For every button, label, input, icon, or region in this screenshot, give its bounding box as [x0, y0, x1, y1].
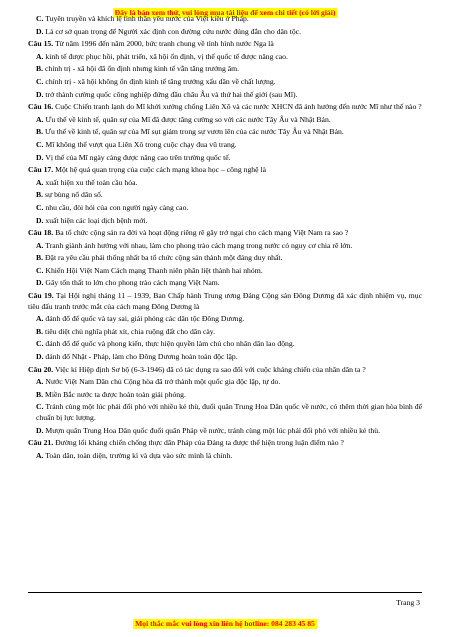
footer-banner-wrap — [0, 613, 450, 631]
question-stem — [28, 365, 422, 376]
footer-divider — [28, 592, 422, 593]
document-body — [28, 14, 422, 463]
option-text: Tránh cùng một lúc phải đối phó với nhiều kẻ thù, đuổi quân Trung Hoa Dân quốc về nước, có thêm thời gian hòa bình để chuẩn bị lực lượng. — [36, 402, 422, 422]
option-label: D. — [36, 278, 44, 288]
option-label: A. — [36, 114, 44, 124]
option-label: D. — [36, 89, 44, 99]
question-number: Câu 16. — [28, 102, 54, 112]
answer-option — [28, 14, 422, 25]
answer-option — [28, 241, 422, 252]
option-text: Tuyên truyền và khích lệ tinh thần yêu nước của Việt kiều ở Pháp. — [43, 14, 249, 23]
answer-option — [28, 140, 422, 151]
option-text: xuất hiện các loại dịch bệnh mới. — [43, 215, 148, 225]
header-banner: Đây là bản xem thử, vui lòng mua tài liệu để xem chi tiết (có lời giải) — [114, 8, 336, 17]
question-stem — [28, 438, 422, 449]
option-text: đánh đổ đế quốc và tay sai, giải phóng các dân tộc Đông Dương. — [43, 314, 245, 324]
answer-option — [28, 266, 422, 277]
option-text: Mĩ không thể vượt qua Liên Xô trong cuộc chạy đua vũ trang. — [43, 139, 237, 149]
question-text: Ba tổ chức cộng sản ra đời và hoạt động riêng rẽ gây trở ngại cho cách mạng Việt Nam ra sao ? — [53, 228, 349, 238]
option-label: C. — [36, 139, 44, 149]
question-number: Câu 21. — [28, 438, 54, 448]
question-text: Một hệ quả quan trọng của cuộc cách mạng khoa học – công nghệ là — [53, 165, 267, 175]
option-label: C. — [36, 265, 44, 275]
page-number: Trang 3 — [396, 598, 420, 607]
answer-option — [28, 203, 422, 214]
option-text: tiêu diệt chủ nghĩa phát xít, chia ruộng đất cho dân cày. — [43, 326, 216, 336]
option-text: Gây tổn thất to lớn cho phong trào cách mạng Việt Nam. — [43, 278, 220, 288]
option-label: D. — [36, 26, 44, 36]
option-label: C. — [36, 402, 44, 412]
answer-option — [28, 339, 422, 350]
answer-option — [28, 90, 422, 101]
answer-option — [28, 390, 422, 401]
answer-option — [28, 352, 422, 363]
option-text: Tranh giành ảnh hưởng với nhau, làm cho phong trào cách mạng trong nước có nguy cơ chia rẽ lớn. — [43, 240, 353, 250]
answer-option — [28, 377, 422, 388]
option-label: A. — [36, 377, 44, 387]
option-label: A. — [36, 51, 44, 61]
option-label: D. — [36, 152, 44, 162]
answer-option — [28, 402, 422, 423]
answer-option — [28, 314, 422, 325]
answer-option — [28, 52, 422, 63]
option-label: C. — [36, 14, 44, 23]
answer-option — [28, 190, 422, 201]
answer-option — [28, 253, 422, 264]
option-label: D. — [36, 352, 44, 362]
question-number: Câu 20. — [28, 364, 54, 374]
question-stem — [28, 228, 422, 239]
option-text: Ưu thế về kinh tế, quân sự của Mĩ sụt giảm trong sự vươn lên của các nước Tây Âu và Nhật Bản. — [43, 127, 344, 137]
question-stem — [28, 102, 422, 113]
option-text: Là cơ sở quan trọng để Người xác định con đường cứu nước đúng đắn cho dân tộc. — [43, 26, 302, 36]
option-label: A. — [36, 240, 44, 250]
option-text: Khiến Hội Việt Nam Cách mạng Thanh niên phân liệt thành hai nhóm. — [43, 265, 263, 275]
option-text: kinh tế được phục hồi, phát triển, xã hội ổn định, vị thế quốc tế được nâng cao. — [43, 51, 288, 61]
option-label: B. — [36, 190, 44, 200]
option-text: sự bùng nổ dân số. — [43, 190, 103, 200]
question-text: Tại Hội nghị tháng 11 – 1939, Ban Chấp hành Trung ương Đảng Cộng sản Đông Dương đã xác định nhiệm vụ, mục tiêu đấu tranh trước mắt của cách mạng Đông Dương là — [28, 291, 422, 311]
option-text: đánh đổ đế quốc và phong kiến, thực hiện quyền làm chủ cho nhân dân lao động. — [43, 339, 295, 349]
answer-option — [28, 115, 422, 126]
answer-option — [28, 216, 422, 227]
option-label: B. — [36, 389, 44, 399]
option-label: D. — [36, 215, 44, 225]
option-text: Mượn quân Trung Hoa Dân quốc đuổi quân Pháp về nước, tránh cùng một lúc phải đối phó với nhiều kẻ thù. — [43, 425, 381, 435]
answer-option — [28, 451, 422, 462]
option-label: B. — [36, 326, 44, 336]
option-label: A. — [36, 177, 44, 187]
option-text: Miền Bắc nước ta được hoàn toàn giải phóng. — [43, 389, 186, 399]
answer-option — [28, 127, 422, 138]
option-text: trở thành cường quốc công nghiệp đứng đầu châu Âu và thứ hai thế giới (sau Mĩ). — [43, 89, 298, 99]
option-text: Đặt ra yêu cầu phải thống nhất ba tổ chức cộng sản thành một đảng duy nhất. — [43, 253, 283, 263]
option-label: A. — [36, 314, 44, 324]
question-text: Việc kí Hiệp định Sơ bộ (6-3-1946) đã có tác dụng ra sao đối với cuộc kháng chiến của nhân dân ta ? — [53, 364, 366, 374]
answer-option — [28, 426, 422, 437]
option-text: Toàn dân, toàn diện, trường kì và dựa vào sức mình là chính. — [43, 450, 233, 460]
question-number: Câu 15. — [28, 39, 54, 49]
option-label: B. — [36, 64, 44, 74]
question-stem — [28, 165, 422, 176]
answer-option — [28, 327, 422, 338]
answer-option — [28, 153, 422, 164]
question-stem — [28, 291, 422, 312]
question-number: Câu 19. — [28, 291, 54, 301]
question-number: Câu 18. — [28, 228, 54, 238]
footer-hotline: Mọi thắc mắc vui lòng xin liên hệ hotline: 084 283 45 85 — [135, 619, 315, 628]
option-text: đánh đổ Nhật - Pháp, làm cho Đông Dương hoàn toàn độc lập. — [43, 352, 238, 362]
answer-option — [28, 77, 422, 88]
question-text: Cuộc Chiến tranh lạnh do Mĩ khởi xướng chống Liên Xô và các nước XHCN đã ảnh hưởng đến nước Mĩ như thế nào ? — [53, 102, 422, 112]
option-label: B. — [36, 127, 44, 137]
option-label: C. — [36, 202, 44, 212]
option-label: B. — [36, 253, 44, 263]
option-text: Nước Việt Nam Dân chủ Cộng hòa đã trở thành một quốc gia độc lập, tự do. — [43, 377, 281, 387]
option-text: Vị thế của Mĩ ngày càng được nâng cao trên trường quốc tế. — [43, 152, 231, 162]
option-text: xuất hiện xu thế toàn cầu hóa. — [43, 177, 138, 187]
option-text: chính trị - xã hội không ổn định kinh tế tăng trưởng xấu dần về chất lượng. — [43, 76, 276, 86]
question-number: Câu 17. — [28, 165, 54, 175]
option-text: chính trị - xã hội đã ổn định nhưng kinh tế vẫn tăng trưởng âm. — [43, 64, 240, 74]
answer-option — [28, 278, 422, 289]
option-label: A. — [36, 450, 44, 460]
question-stem — [28, 39, 422, 50]
question-text: Từ năm 1996 đến năm 2000, bức tranh chung về tình hình nước Nga là — [53, 39, 274, 49]
option-label: C. — [36, 76, 44, 86]
answer-option — [28, 178, 422, 189]
question-text: Đường lối kháng chiến chống thực dân Pháp của Đảng ta được thể hiện trong luận điểm nào ? — [53, 438, 344, 448]
option-label: C. — [36, 339, 44, 349]
answer-option — [28, 27, 422, 38]
option-label: D. — [36, 425, 44, 435]
answer-option — [28, 64, 422, 75]
option-text: nhu cầu, đòi hỏi của con người ngày càng cao. — [43, 202, 189, 212]
option-text: Ưu thế về kinh tế, quân sự của Mĩ đã được tăng cường so với các nước Tây Âu và Nhật Bản. — [43, 114, 331, 124]
